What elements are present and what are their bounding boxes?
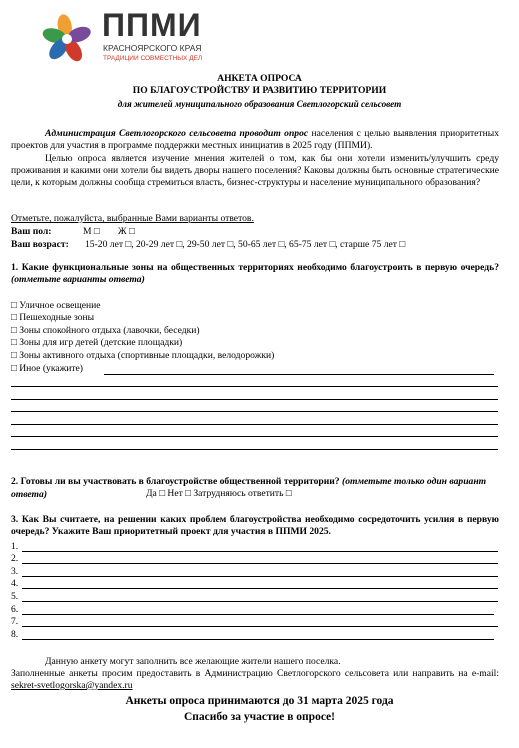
footer-note: Данную анкету могут заполнить все желающие жители нашего поселка. bbox=[45, 656, 341, 667]
q1-option-kids-play[interactable]: □ Зоны для игр детей (детские площадки) bbox=[11, 337, 183, 348]
question-2-options[interactable]: Да □ Нет □ Затрудняюсь ответить □ bbox=[146, 488, 292, 499]
q1-answer-line[interactable] bbox=[11, 411, 498, 412]
q3-item-number: 4. bbox=[11, 578, 19, 589]
instructions: Отметьте, пожалуйста, выбранные Вами варианты ответов. bbox=[11, 213, 254, 224]
q3-answer-line[interactable] bbox=[22, 551, 498, 552]
q1-answer-line[interactable] bbox=[11, 386, 498, 387]
logo bbox=[36, 8, 206, 68]
q1-option-lighting[interactable]: □ Уличное освещение bbox=[11, 300, 101, 311]
q3-item-number: 5. bbox=[11, 591, 19, 602]
intro-rest: населения с целью выявления приоритетных проектов для участия в программе поддержки местных инициатив в 2025 году (ППМИ). bbox=[11, 128, 499, 151]
q3-answer-line[interactable] bbox=[22, 588, 498, 589]
form-subtitle: ПО БЛАГОУСТРОЙСТВУ И РАЗВИТИЮ ТЕРРИТОРИИ bbox=[132, 85, 387, 96]
ppmi-logo-icon bbox=[36, 12, 98, 66]
q1-option-pedestrian[interactable]: □ Пешеходные зоны bbox=[11, 312, 95, 323]
question-3-text: 3. Как Вы считаете, на решении каких проблем благоустройства необходимо сосредоточить усилия в первую очередь? Укажите Ваш приоритетный проект для участия в ППМИ 2025. bbox=[11, 514, 499, 537]
gender-female-option[interactable]: Ж □ bbox=[118, 226, 135, 237]
age-label: Ваш возраст: bbox=[11, 239, 69, 250]
q1-other-line[interactable] bbox=[104, 374, 494, 375]
intro-paragraph-1 bbox=[11, 128, 499, 152]
q3-item-number: 8. bbox=[11, 629, 19, 640]
question-1-text: 1. Какие функциональные зоны на общественных территориях необходимо благоустроить в первую очередь? bbox=[11, 262, 499, 273]
gender-label: Ваш пол: bbox=[11, 226, 52, 237]
footer-instructions-text: Заполненные анкеты просим предоставить в Администрацию Светлогорского сельсовета или направить на e-mail: bbox=[11, 668, 499, 679]
q3-answer-line[interactable] bbox=[22, 639, 494, 640]
contact-email-link[interactable]: sekret-svetlogorska@yandex.ru bbox=[11, 680, 133, 691]
q3-item-number: 2. bbox=[11, 553, 19, 564]
question-2-note: (отметьте только один вариант ответа) bbox=[11, 476, 487, 500]
q1-option-quiet-rest[interactable]: □ Зоны спокойного отдыха (лавочки, беседки) bbox=[11, 325, 200, 336]
footer-instructions bbox=[11, 668, 499, 692]
q3-answer-line[interactable] bbox=[22, 601, 498, 602]
intro-paragraph-2: Целью опроса является изучение мнения жителей о том, как бы они хотели изменить/улучшить среду проживания и какими они хотели бы видеть дворы нашего поселения? Каковы должны быть основные стратегические цели, к которым должны сообща стремиться власть, бизнес-структуры и население муниципального образования? bbox=[11, 153, 499, 188]
q1-option-other[interactable]: □ Иное (укажите) bbox=[11, 363, 83, 374]
q3-item-number: 7. bbox=[11, 616, 19, 627]
thank-you-message: Спасибо за участие в опросе! bbox=[183, 711, 335, 723]
q1-answer-line[interactable] bbox=[11, 449, 498, 450]
form-audience: для жителей муниципального образования Светлогорский сельсовет bbox=[117, 99, 402, 109]
intro-lead: Администрация Светлогорского сельсовета проводит опрос bbox=[45, 128, 309, 139]
form-title: АНКЕТА ОПРОСА bbox=[217, 73, 302, 84]
q1-option-active-rest[interactable]: □ Зоны активного отдыха (спортивные площадки, велодорожки) bbox=[11, 350, 275, 361]
question-2-text: 2. Готовы ли вы участвовать в благоустройстве общественной территории? bbox=[11, 476, 340, 487]
q3-answer-line[interactable] bbox=[22, 614, 494, 615]
age-options[interactable]: 15-20 лет □, 20-29 лет □, 29-50 лет □, 50-65 лет □, 65-75 лет □, старше 75 лет □ bbox=[85, 239, 406, 250]
logo-tagline: ТРАДИЦИИ СОВМЕСТНЫХ ДЕЛ bbox=[103, 55, 203, 62]
logo-subtitle: КРАСНОЯРСКОГО КРАЯ bbox=[103, 43, 202, 53]
question-1 bbox=[11, 262, 499, 286]
q3-answer-line[interactable] bbox=[22, 576, 498, 577]
q3-item-number: 3. bbox=[11, 566, 19, 577]
q3-answer-line[interactable] bbox=[22, 626, 498, 627]
deadline-notice: Анкеты опроса принимаются до 31 марта 2025 года bbox=[125, 695, 394, 707]
q1-answer-line[interactable] bbox=[11, 399, 498, 400]
question-1-note: (отметьте варианты ответа) bbox=[11, 274, 145, 285]
q3-answer-line[interactable] bbox=[22, 563, 498, 564]
q3-item-number: 6. bbox=[11, 604, 19, 615]
q3-item-number: 1. bbox=[11, 541, 19, 552]
logo-title: ППМИ bbox=[102, 7, 202, 43]
q1-answer-line[interactable] bbox=[11, 436, 498, 437]
q1-answer-line[interactable] bbox=[11, 424, 498, 425]
gender-male-option[interactable]: М □ bbox=[83, 226, 100, 237]
